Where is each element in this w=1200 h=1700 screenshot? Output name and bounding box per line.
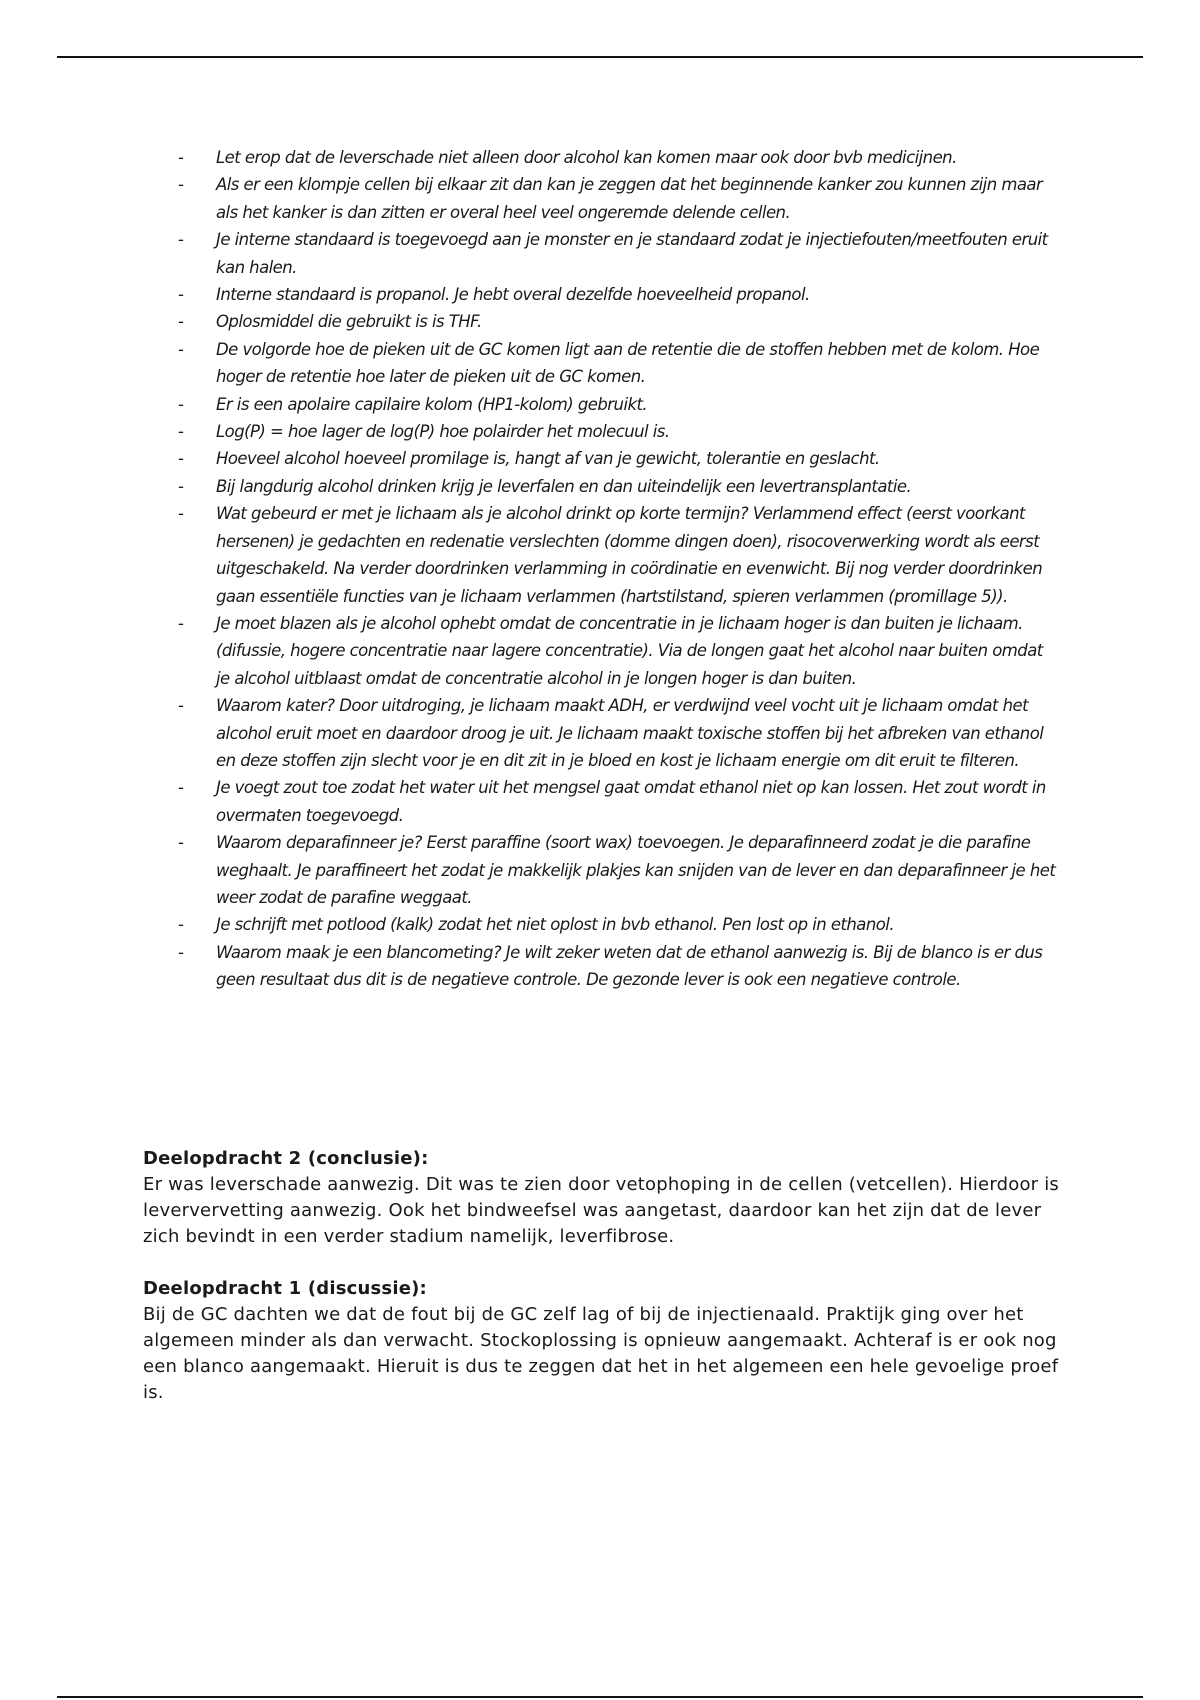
bullet-dash: - [178,394,184,414]
list-item-text: Waarom maak je een blancometing? Je wilt zeker weten dat de ethanol aanwezig is. Bij de blanco is er dus geen resultaat dus dit is de negatieve controle. De gezonde lever is ook een negatieve controle. [216,942,1043,990]
bullet-dash: - [178,339,184,359]
list-item-text: Je schrijft met potlood (kalk) zodat het niet oplost in bvb ethanol. Pen lost op in ethanol. [216,915,895,935]
list-item [178,391,1058,418]
bullet-dash: - [178,422,184,442]
list-item [178,308,1058,335]
bullet-dash: - [178,148,184,167]
footer-rule [57,1696,1143,1698]
list-item-text: De volgorde hoe de pieken uit de GC komen ligt aan de retentie die de stoffen hebben met de kolom. Hoe hoger de retentie hoe later de pieken uit de GC komen. [216,339,1040,387]
list-item [178,473,1058,500]
list-item [178,911,1058,938]
list-item [178,692,1058,774]
list-item [178,144,1058,171]
list-item-text: Let erop dat de leverschade niet alleen door alcohol kan komen maar ook door bvb medicijnen. [216,148,957,167]
section-text-discussie: Bij de GC dachten we dat de fout bij de GC zelf lag of bij de injectienaald. Praktijk ging over het algemeen minder als dan verwacht. Stockoplossing is opnieuw aangemaakt. Achteraf is er ook nog een blanco aangemaakt. Hieruit is dus te zeggen dat het in het algemeen een hele gevoelige proef is. [143,1304,1059,1403]
list-item-text: Je interne standaard is toegevoegd aan je monster en je standaard zodat je injectiefouten/meetfouten eruit kan halen. [216,230,1048,277]
list-item [178,281,1058,308]
list-item-text: Wat gebeurd er met je lichaam als je alcohol drinkt op korte termijn? Verlammend effect (eerst voorkant hersenen) je gedachten en redenatie verslechten (domme dingen doen), risocoverwerking wordt als eerst uitgeschakeld. Na verder doordrinken verlamming in coördinatie en evenwicht. Bij nog verder doordrinken gaan essentiële functies van je lichaam verlammen (hartstilstand, spieren verlammen (promillage 5)). [216,504,1043,606]
list-item [178,445,1058,472]
list-item [178,610,1058,692]
header-rule [57,56,1143,58]
bullet-dash: - [178,312,184,332]
bullet-dash: - [178,285,184,305]
bullet-dash: - [178,696,184,716]
list-item [178,829,1058,911]
list-item-text: Je moet blazen als je alcohol ophebt omdat de concentratie in je lichaam hoger is dan buiten je lichaam. (difussie, hogere concentratie naar lagere concentratie). Via de longen gaat het alcohol naar buiten omdat je alcohol uitblaast omdat de concentratie alcohol in je longen hoger is dan buiten. [216,613,1043,688]
list-item-text: Waarom deparafinneer je? Eerst paraffine (soort wax) toevoegen. Je deparafinneerd zodat je die parafine weghaalt. Je paraffineert het zodat je makkelijk plakjes kan snijden van de lever en dan deparafinneer je het weer zodat de parafine weggaat. [216,833,1056,907]
list-item-text: Interne standaard is propanol. Je hebt overal dezelfde hoeveelheid propanol. [216,285,810,305]
list-item [178,336,1058,391]
bullet-dash: - [178,915,184,935]
list-item-text: Je voegt zout toe zodat het water uit het mengsel gaat omdat ethanol niet op kan lossen. Het zout wordt in overmaten toegevoegd. [216,778,1046,825]
list-item-text: Log(P) = hoe lager de log(P) hoe polairder het molecuul is. [216,422,670,442]
bullet-dash: - [178,778,184,798]
list-item-text: Oplosmiddel die gebruikt is is THF. [216,312,482,332]
bullet-list [178,144,1058,994]
list-item [178,500,1058,610]
bullet-dash: - [178,504,184,524]
bullet-dash: - [178,833,184,853]
list-item [178,171,1058,226]
list-item [178,774,1058,829]
bullet-dash: - [178,449,184,469]
list-item [178,226,1058,281]
list-item [178,939,1058,994]
list-item-text: Hoeveel alcohol hoeveel promilage is, hangt af van je gewicht, tolerantie en geslacht. [216,449,880,469]
list-item-text: Bij langdurig alcohol drinken krijg je leverfalen en dan uiteindelijk een levertransplantatie. [216,476,912,496]
list-item-text: Er is een apolaire capilaire kolom (HP1-kolom) gebruikt. [216,394,648,414]
section-text-conclusie: Er was leverschade aanwezig. Dit was te zien door vetophoping in de cellen (vetcellen). Hierdoor is leververvetting aanwezig. Ook het bindweefsel was aangetast, daardoor kan het zijn dat de lever zich bevindt in een verder stadium namelijk, leverfibrose. [143,1174,1059,1247]
section-heading-conclusie: Deelopdracht 2 (conclusie): [143,1148,429,1169]
sections [143,1146,1063,1432]
list-item [178,418,1058,445]
list-item-text: Als er een klompje cellen bij elkaar zit dan kan je zeggen dat het beginnende kanker zou kunnen zijn maar als het kanker is dan zitten er overal heel veel ongeremde delende cellen. [216,175,1043,222]
bullet-dash: - [178,613,184,633]
bullet-dash: - [178,230,184,250]
bullet-dash: - [178,942,184,962]
bullet-dash: - [178,175,184,195]
list-item-text: Waarom kater? Door uitdroging, je lichaam maakt ADH, er verdwijnd veel vocht uit je lichaam omdat het alcohol eruit moet en daardoor droog je uit. Je lichaam maakt toxische stoffen bij het afbreken van ethanol en deze stoffen zijn slecht voor je en dit zit in je bloed en kost je lichaam energie om dit eruit te filteren. [216,696,1044,770]
bullet-dash: - [178,476,184,496]
section-heading-discussie: Deelopdracht 1 (discussie): [143,1278,427,1299]
